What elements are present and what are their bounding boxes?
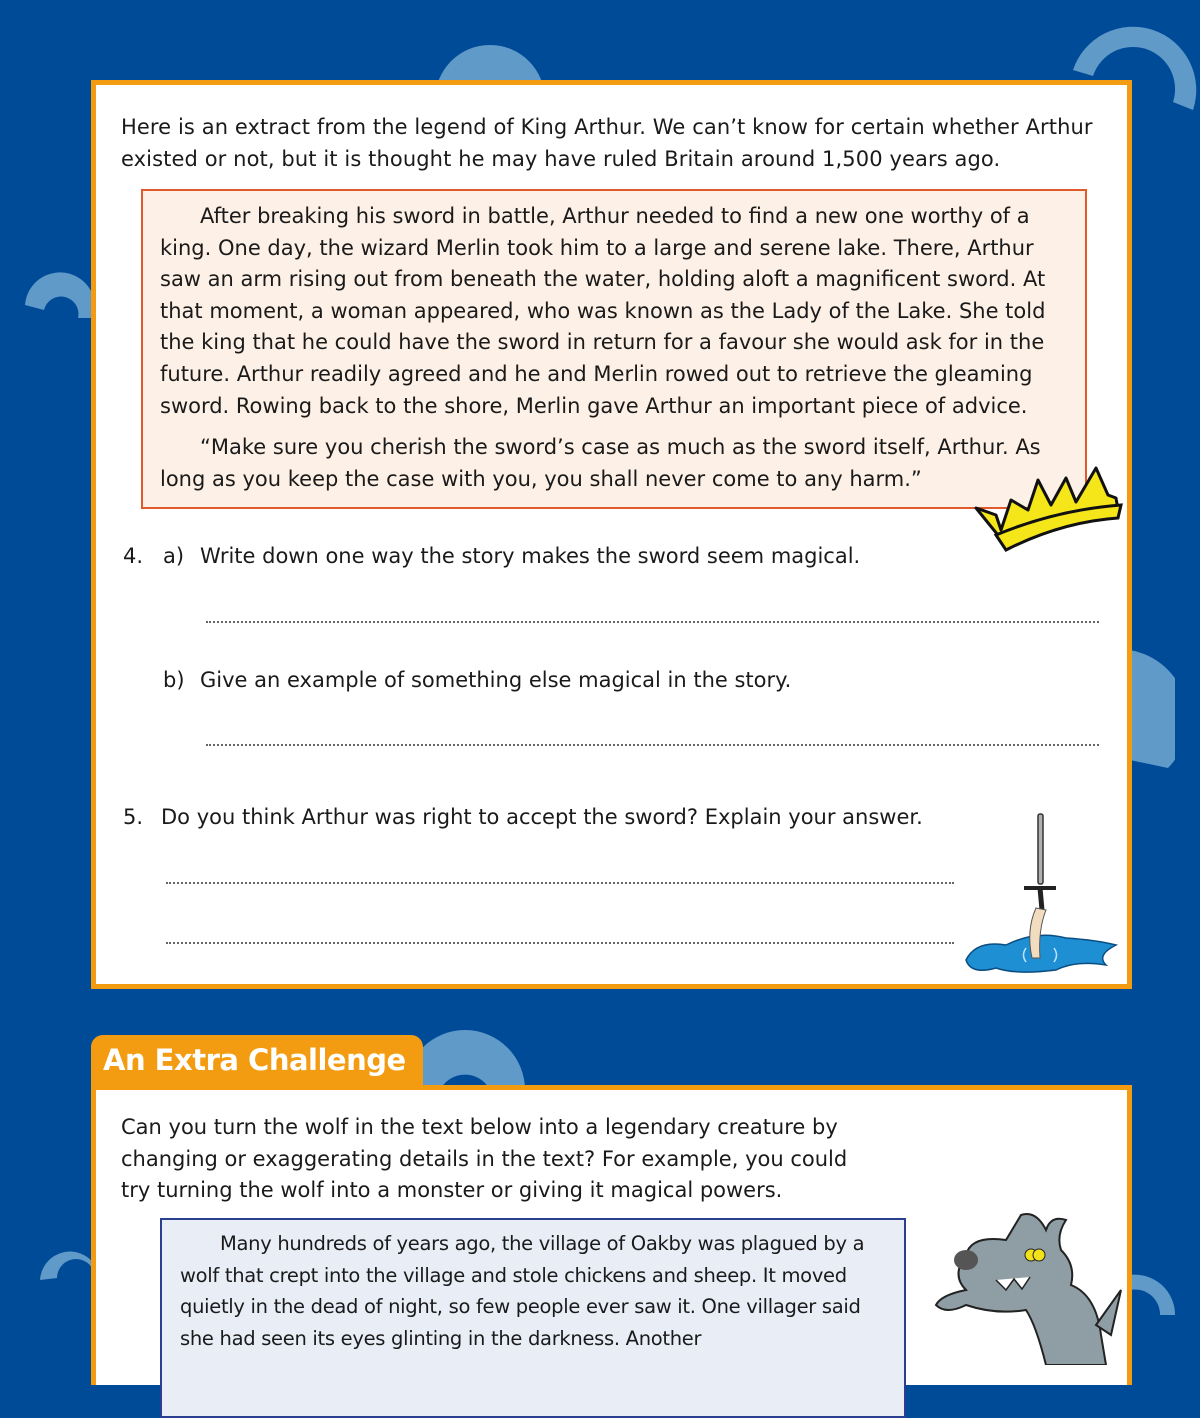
question-part: a) bbox=[163, 544, 185, 568]
answer-line-5[interactable] bbox=[166, 882, 954, 884]
arc-decoration bbox=[1130, 650, 1175, 770]
wolf-text-box bbox=[160, 1218, 906, 1418]
reading-panel bbox=[91, 80, 1132, 989]
answer-line-4b[interactable] bbox=[206, 744, 1099, 746]
extract-paragraph: After breaking his sword in battle, Arthur needed to find a new one worthy of a king. One day, the wizard Merlin took him to a large and serene lake. There, Arthur saw an arm rising out from beneath the water, holding aloft a magnificent sword. At that moment, a woman appeared, who was known as the Lady of the Lake. She told the king that he could have the sword in return for a favour she would ask for in the future. Arthur readily agreed and he and Merlin rowed out to retrieve the gleaming sword. Rowing back to the shore, Merlin gave Arthur an important piece of advice. bbox=[160, 204, 1046, 418]
answer-line-5[interactable] bbox=[166, 942, 954, 944]
crown-illustration bbox=[966, 460, 1126, 560]
question-number: 4. bbox=[123, 544, 144, 568]
challenge-title: An Extra Challenge bbox=[103, 1043, 406, 1077]
arc-decoration bbox=[35, 1240, 95, 1285]
question-4b-text: Give an example of something else magical in the story. bbox=[200, 668, 792, 692]
sword-in-lake-illustration bbox=[956, 810, 1126, 980]
question-number: 5. bbox=[123, 805, 144, 829]
challenge-instructions: Can you turn the wolf in the text below into a legendary creature by changing or exaggerating details in the text? For example, you could try turning the wolf into a monster or giving it magical powers. bbox=[121, 1115, 848, 1202]
extract-paragraph: “Make sure you cherish the sword’s case as much as the sword itself, Arthur. As long as you keep the case with you, you shall never come to any harm.” bbox=[160, 435, 1041, 491]
arc-decoration bbox=[1130, 1270, 1180, 1320]
challenge-panel bbox=[91, 1085, 1132, 1385]
question-5-text: Do you think Arthur was right to accept the sword? Explain your answer. bbox=[161, 805, 923, 829]
intro-text: Here is an extract from the legend of King Arthur. We can’t know for certain whether Arthur existed or not, but it is thought he may have ruled Britain around 1,500 years ago. bbox=[121, 115, 1093, 171]
wolf-text: Many hundreds of years ago, the village of Oakby was plagued by a wolf that crept into the village and stole chickens and sheep. It moved quietly in the dead of night, so few people ever saw it. One villager said she had seen its eyes glinting in the darkness. Another bbox=[180, 1232, 865, 1350]
arc-decoration bbox=[20, 270, 95, 320]
answer-line-4a[interactable] bbox=[206, 621, 1099, 623]
question-4a-text: Write down one way the story makes the sword seem magical. bbox=[200, 544, 861, 568]
king-arthur-extract bbox=[141, 189, 1087, 509]
challenge-tab bbox=[91, 1035, 423, 1087]
question-part: b) bbox=[163, 668, 185, 692]
wolf-illustration bbox=[926, 1205, 1136, 1365]
